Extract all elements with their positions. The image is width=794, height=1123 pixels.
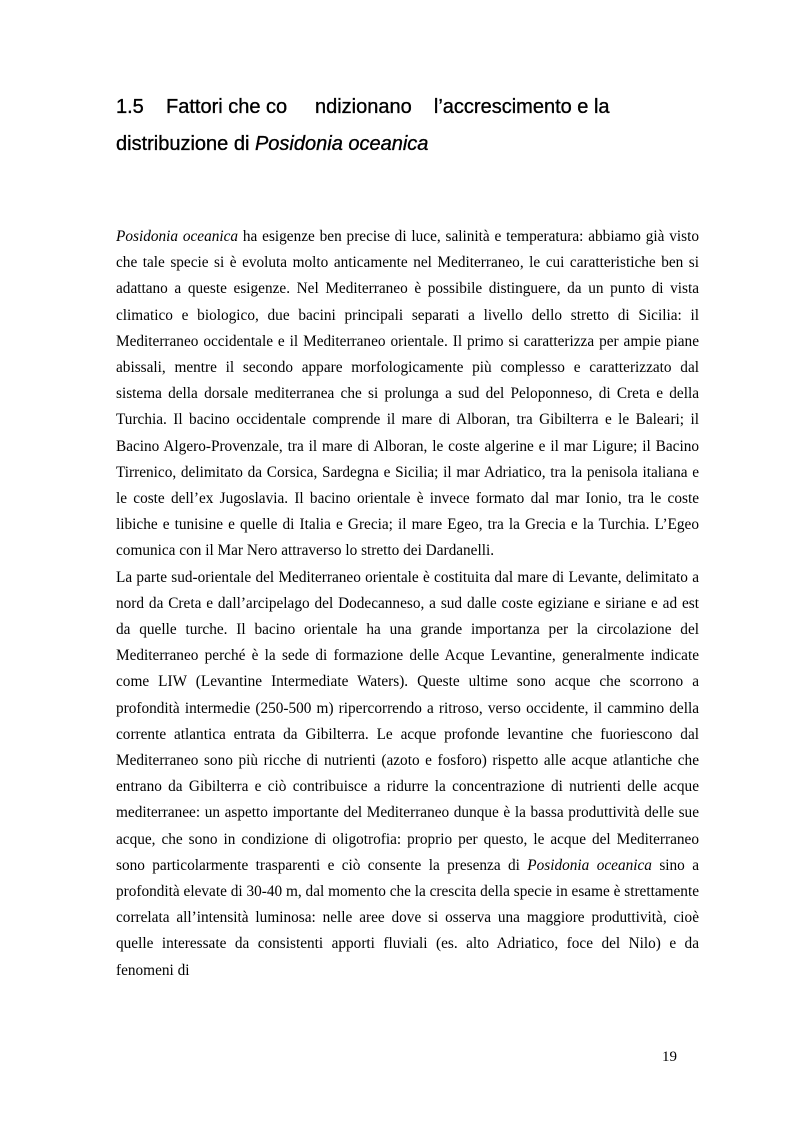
section-title-line1: Fattori che co ndizionano l’accrescimento e la (166, 96, 610, 118)
body-text (116, 224, 699, 984)
section-title-species: Posidonia oceanica (254, 133, 429, 155)
section-heading-line2 (116, 124, 716, 164)
page-number: 19 (662, 1049, 677, 1065)
species-name-italic: Posidonia oceanica (527, 856, 652, 874)
section-title-line2-prefix: distribuzione di (116, 133, 255, 155)
paragraph-1 (116, 224, 699, 565)
paragraph-1-text: ha esigenze ben precise di luce, salinità e temperatura: abbiamo già visto che tale specie si è evoluta molto anticamente nel Mediterraneo, le cui caratteristiche ben si adattano a queste esigenze. Nel Mediterraneo è possibile distinguere, da un punto di vista climatico e biologico, due bacini principali separati a livello dello stretto di Sicilia: il Mediterraneo occidentale e il Mediterraneo orientale. Il primo si caratterizza per ampie piane abissali, mentre il secondo appare morfologicamente più complesso e caratterizzato dal sistema della dorsale mediterranea che si prolunga a sud del Peloponneso, di Creta e della Turchia. Il bacino occidentale comprende il mare di Alboran, tra Gibilterra e le Baleari; il Bacino Algero-Provenzale, tra il mare di Alboran, le coste algerine e il mar Ligure; il Bacino Tirrenico, delimitato da Corsica, Sardegna e Sicilia; il mar Adriatico, tra la penisola italiana e le coste dell’ex Jugoslavia. Il bacino orientale è invece formato dal mar Ionio, tra le coste libiche e tunisine e quelle di Italia e Grecia; il mare Egeo, tra la Grecia e la Turchia. L’Egeo comunica con il Mar Nero attraverso lo stretto dei Dardanelli. (116, 228, 699, 560)
paragraph-2 (116, 565, 699, 984)
species-name-italic: Posidonia oceanica (116, 228, 239, 245)
section-number: 1.5 (116, 96, 144, 118)
section-heading-line1 (116, 87, 716, 127)
paragraph-2-text-a: La parte sud-orientale del Mediterraneo orientale è costituita dal mare di Levante, delimitato a nord da Creta e dall’arcipelago del Dodecanneso, a sud dalle coste egiziane e siriane e ad est da quelle turche. Il bacino orientale ha una grande importanza per la circolazione del Mediterraneo perché è la sede di formazione delle Acque Levantine, generalmente indicate come LIW (Levantine Intermediate Waters). Queste ultime sono acque che scorrono a profondità intermedie (250-500 m) ripercorrendo a ritroso, verso occidente, il cammino della corrente atlantica entrata da Gibilterra. Le acque profonde levantine che fuoriescono dal Mediterraneo sono più ricche di nutrienti (azoto e fosforo) rispetto alle acque atlantiche che entrano da Gibilterra e ciò contribuisce a ridurre la concentrazione di nutrienti delle acque mediterranee: un aspetto importante del Mediterraneo dunque è la bassa produttività delle sue acque, che sono in condizione di oligotrofia: proprio per questo, le acque del Mediterraneo sono particolarmente trasparenti e ciò consente la presenza di (116, 568, 699, 874)
paragraph-2-text-b: sino a profondità elevate di 30-40 m, dal momento che la crescita della specie in esame è strettamente correlata all’intensità luminosa: nelle aree dove si osserva una maggiore produttività, cioè quelle interessate da consistenti apporti fluviali (es. alto Adriatico, foce del Nilo) e da fenomeni di (116, 856, 699, 979)
